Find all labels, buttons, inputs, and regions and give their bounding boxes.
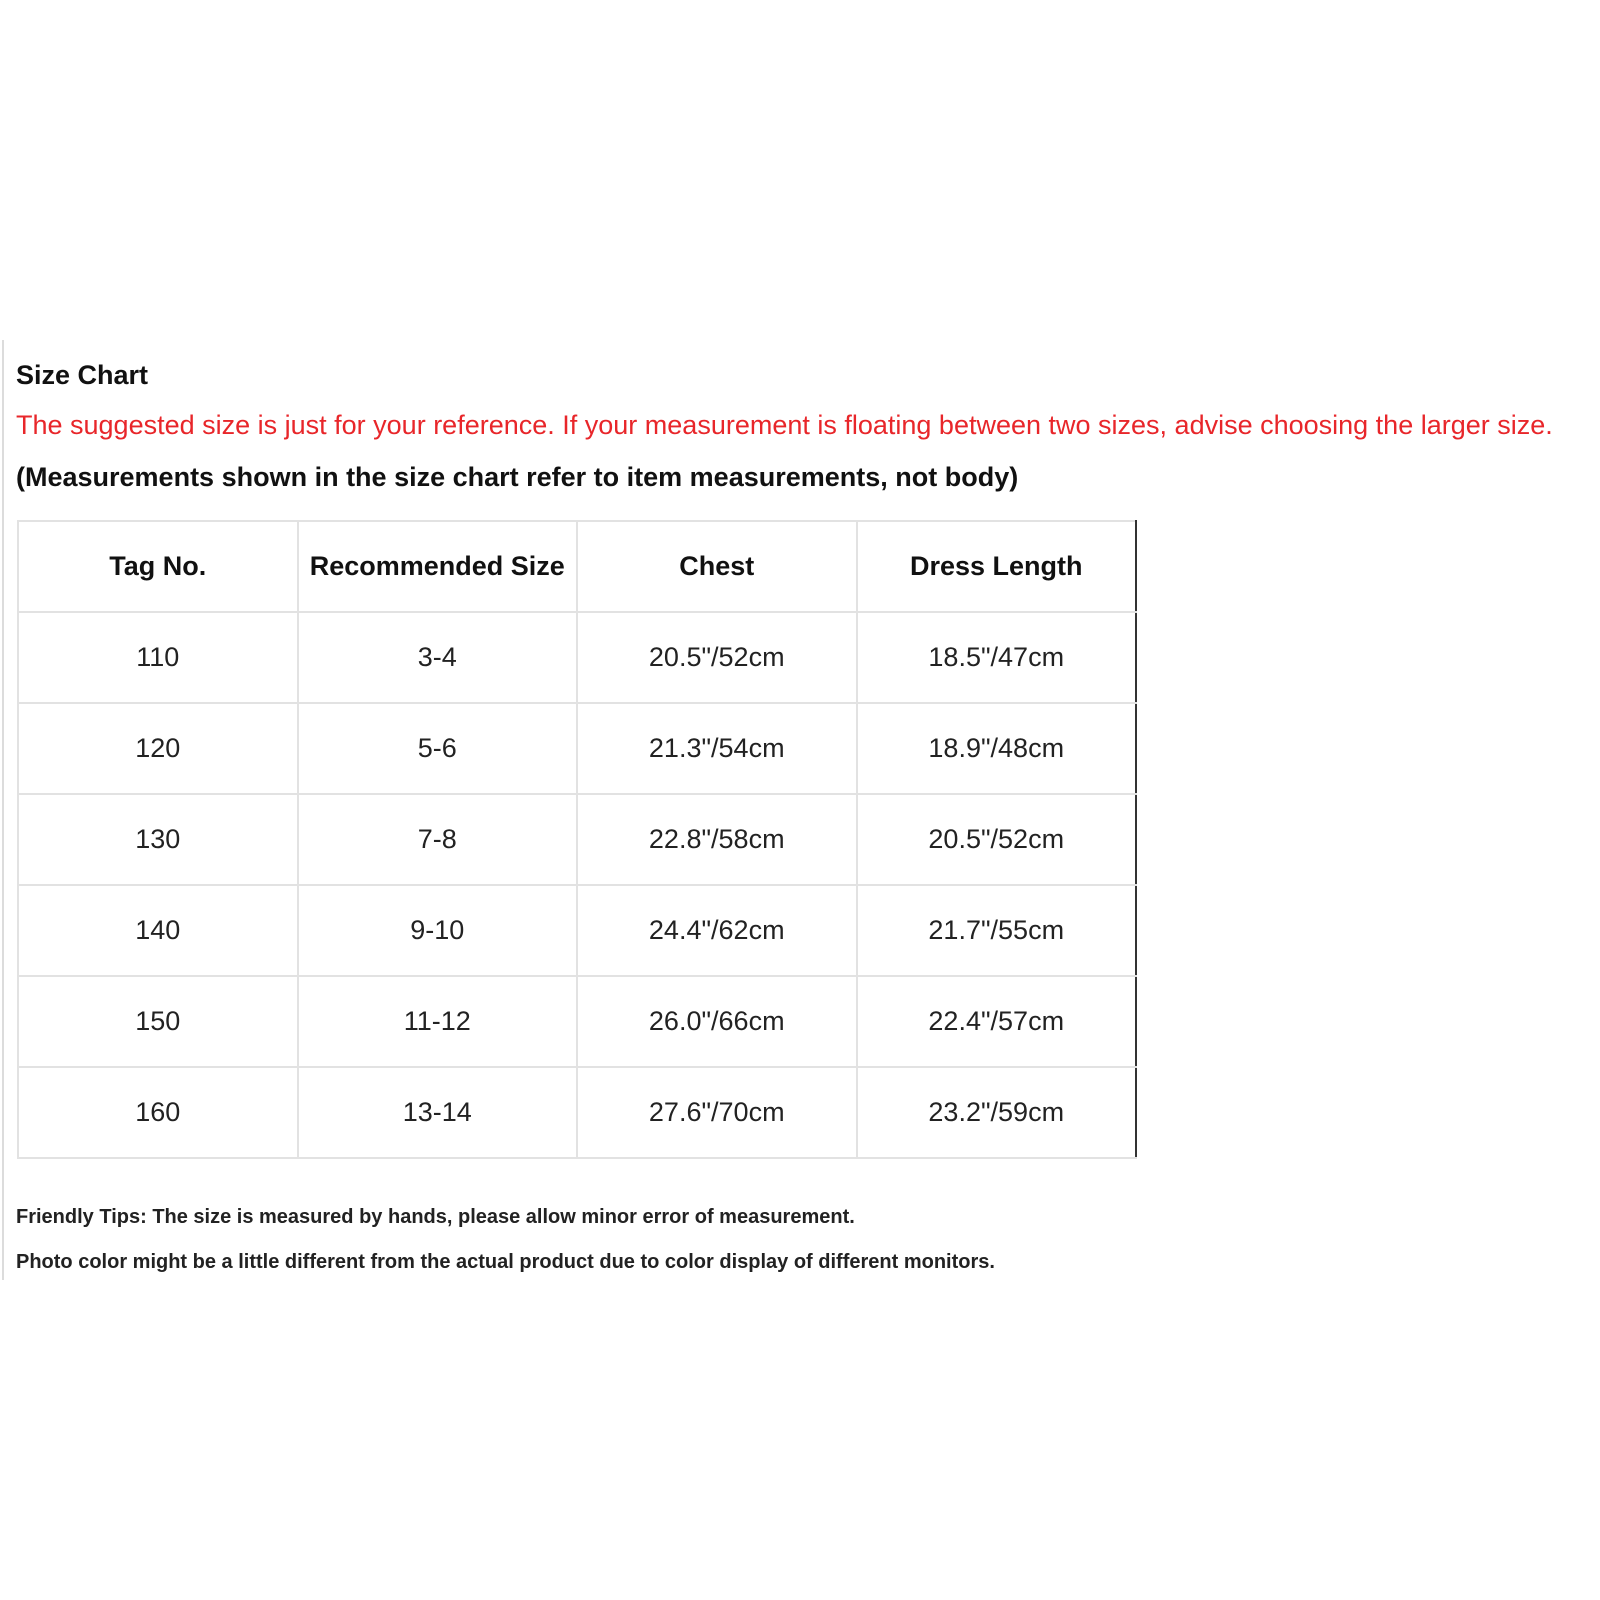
cell-recommended-size: 11-12 [298, 976, 578, 1067]
cell-tag-no: 160 [18, 1067, 298, 1158]
cell-dress-length: 20.5"/52cm [857, 794, 1137, 885]
cell-chest: 24.4"/62cm [577, 885, 857, 976]
cell-tag-no: 150 [18, 976, 298, 1067]
cell-recommended-size: 9-10 [298, 885, 578, 976]
table-row [18, 612, 1136, 703]
cell-recommended-size: 7-8 [298, 794, 578, 885]
size-table [17, 520, 1137, 1159]
cell-chest: 20.5"/52cm [577, 612, 857, 703]
size-notice: The suggested size is just for your reference. If your measurement is floating between two sizes, advise choosing the larger size. [16, 410, 1553, 440]
cell-tag-no: 120 [18, 703, 298, 794]
cell-tag-no: 140 [18, 885, 298, 976]
table-row [18, 885, 1136, 976]
header-tag-no: Tag No. [18, 521, 298, 612]
cell-dress-length: 22.4"/57cm [857, 976, 1137, 1067]
table-row [18, 703, 1136, 794]
color-disclaimer: Photo color might be a little different from the actual product due to color display of different monitors. [16, 1251, 995, 1273]
cell-dress-length: 21.7"/55cm [857, 885, 1137, 976]
cell-chest: 21.3"/54cm [577, 703, 857, 794]
size-chart-panel [2, 340, 1594, 1280]
table-row [18, 976, 1136, 1067]
header-chest: Chest [577, 521, 857, 612]
page-title: Size Chart [16, 360, 149, 390]
header-recommended-size: Recommended Size [298, 521, 578, 612]
measurement-note: (Measurements shown in the size chart refer to item measurements, not body) [16, 462, 1019, 492]
table-row [18, 1067, 1136, 1158]
table-header-row [18, 521, 1136, 612]
cell-dress-length: 18.5"/47cm [857, 612, 1137, 703]
cell-chest: 27.6"/70cm [577, 1067, 857, 1158]
friendly-tip: Friendly Tips: The size is measured by hands, please allow minor error of measurement. [16, 1206, 855, 1228]
cell-dress-length: 23.2"/59cm [857, 1067, 1137, 1158]
cell-recommended-size: 5-6 [298, 703, 578, 794]
cell-dress-length: 18.9"/48cm [857, 703, 1137, 794]
cell-recommended-size: 3-4 [298, 612, 578, 703]
cell-chest: 26.0"/66cm [577, 976, 857, 1067]
table-row [18, 794, 1136, 885]
cell-tag-no: 130 [18, 794, 298, 885]
cell-chest: 22.8"/58cm [577, 794, 857, 885]
cell-tag-no: 110 [18, 612, 298, 703]
header-dress-length: Dress Length [857, 521, 1137, 612]
cell-recommended-size: 13-14 [298, 1067, 578, 1158]
